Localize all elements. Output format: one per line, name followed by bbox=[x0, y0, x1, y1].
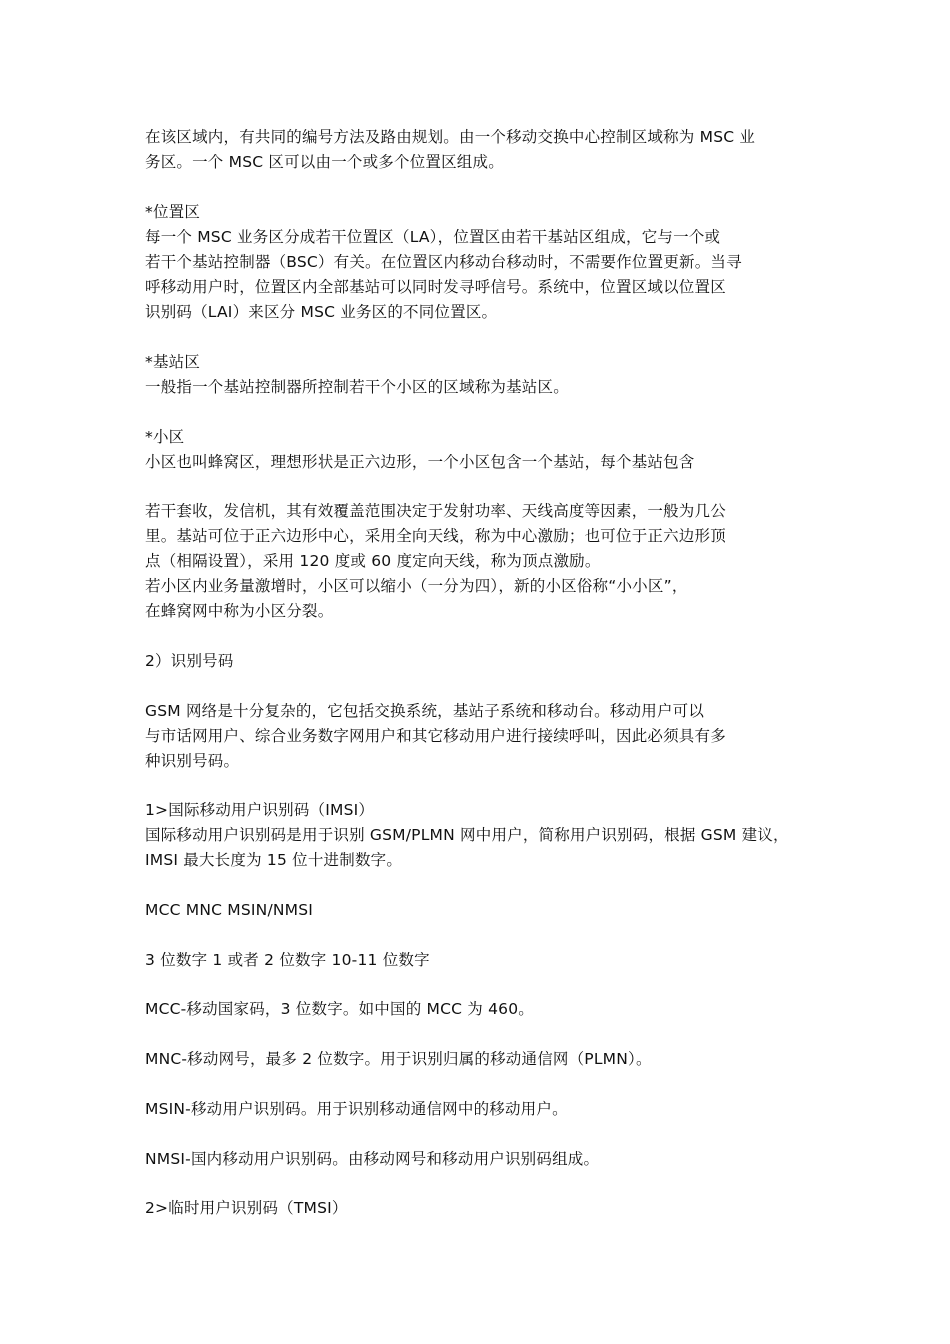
body-text-line: 若干套收，发信机，其有效覆盖范围决定于发射功率、天线高度等因素，一般为几公 bbox=[145, 502, 726, 520]
body-text-line: 在蜂窝网中称为小区分裂。 bbox=[145, 602, 334, 620]
body-text-line: 呼移动用户时，位置区内全部基站可以同时发寻呼信号。系统中，位置区域以位置区 bbox=[145, 278, 726, 296]
body-text-line: MCC-移动国家码，3 位数字。如中国的 MCC 为 460。 bbox=[145, 1000, 534, 1018]
body-text-line: 里。基站可位于正六边形中心，采用全向天线，称为中心激励；也可位于正六边形顶 bbox=[145, 527, 726, 545]
body-text-line: MNC-移动网号，最多 2 位数字。用于识别归属的移动通信网（PLMN）。 bbox=[145, 1050, 652, 1068]
subsection-heading: 2>临时用户识别码（TMSI） bbox=[145, 1199, 348, 1217]
body-text-line: 国际移动用户识别码是用于识别 GSM/PLMN 网中用户，简称用户识别码，根据 GSM 建议， bbox=[145, 826, 789, 844]
body-text-line: MSIN-移动用户识别码。用于识别移动通信网中的移动用户。 bbox=[145, 1100, 568, 1118]
body-text-line: GSM 网络是十分复杂的，它包括交换系统，基站子系统和移动台。移动用户可以 bbox=[145, 702, 705, 720]
body-text-line: 识别码（LAI）来区分 MSC 业务区的不同位置区。 bbox=[145, 303, 498, 321]
section-heading: *小区 bbox=[145, 428, 185, 446]
body-text-line: 在该区域内，有共同的编号方法及路由规划。由一个移动交换中心控制区域称为 MSC 业 bbox=[145, 128, 756, 146]
section-heading: *基站区 bbox=[145, 353, 201, 371]
body-text-line: NMSI-国内移动用户识别码。由移动网号和移动用户识别码组成。 bbox=[145, 1150, 600, 1168]
body-text-line: 若小区内业务量激增时，小区可以缩小（一分为四），新的小区俗称“小小区”， bbox=[145, 577, 688, 595]
section-heading: *位置区 bbox=[145, 203, 201, 221]
body-text-line: 若干个基站控制器（BSC）有关。在位置区内移动台移动时，不需要作位置更新。当寻 bbox=[145, 253, 742, 271]
body-text-line: IMSI 最大长度为 15 位十进制数字。 bbox=[145, 851, 403, 869]
body-text-line: 每一个 MSC 业务区分成若干位置区（LA），位置区由若干基站区组成，它与一个或 bbox=[145, 228, 721, 246]
body-text-line: 种识别号码。 bbox=[145, 752, 240, 770]
subsection-heading: 1>国际移动用户识别码（IMSI） bbox=[145, 801, 375, 819]
section-heading: 2）识别号码 bbox=[145, 652, 234, 670]
body-text-line: 点（相隔设置），采用 120 度或 60 度定向天线，称为顶点激励。 bbox=[145, 552, 601, 570]
body-text-line: 3 位数字 1 或者 2 位数字 10-11 位数字 bbox=[145, 951, 430, 969]
body-text-line: 与市话网用户、综合业务数字网用户和其它移动用户进行接续呼叫，因此必须具有多 bbox=[145, 727, 726, 745]
body-text-line: 小区也叫蜂窝区，理想形状是正六边形，一个小区包含一个基站，每个基站包含 bbox=[145, 453, 695, 471]
body-text-line: 务区。一个 MSC 区可以由一个或多个位置区组成。 bbox=[145, 153, 504, 171]
body-text-line: MCC MNC MSIN/NMSI bbox=[145, 901, 314, 919]
body-text-line: 一般指一个基站控制器所控制若干个小区的区域称为基站区。 bbox=[145, 378, 569, 396]
